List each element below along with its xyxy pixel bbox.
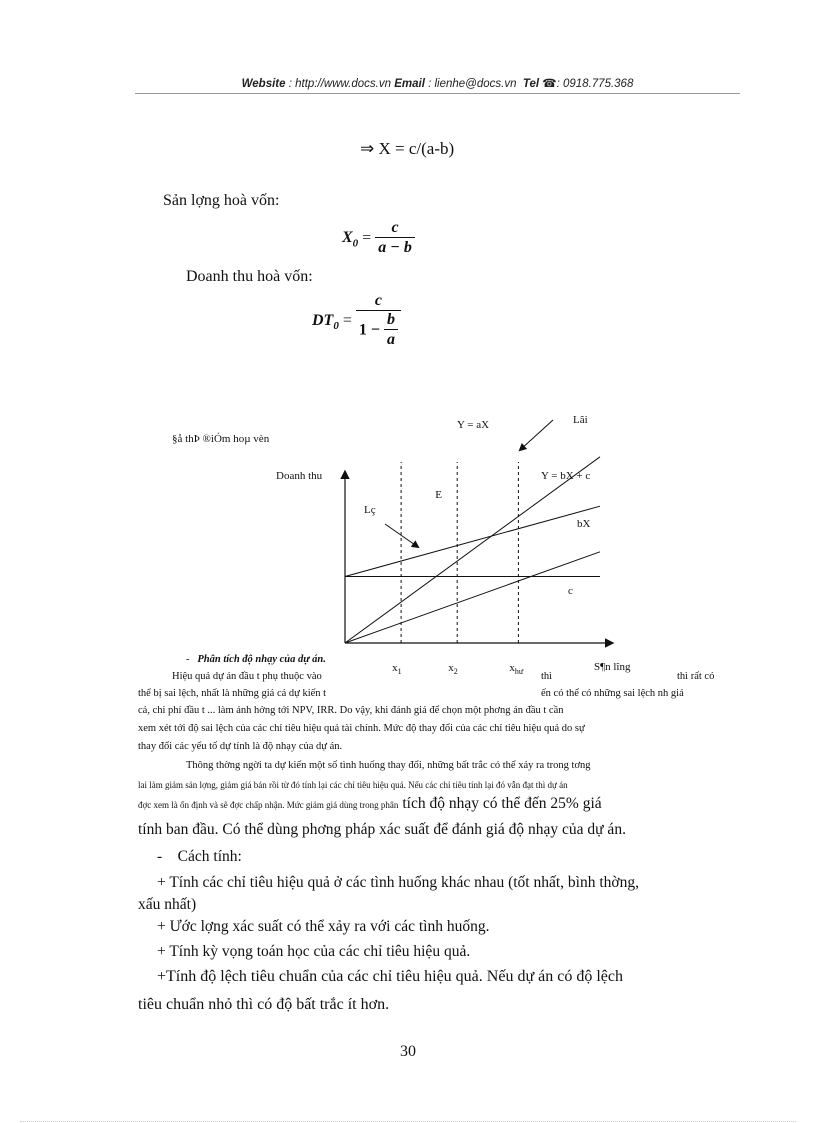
x-marker-label-3: $x_{hư}$ (509, 662, 524, 676)
p2-line2: lai làm giảm sản lợng, giảm giá bán rồi từ đó tính lại các chỉ tiêu hiệu quả. Nếu các chỉ tiêu tính lại đó vẫn đạt thì dự án (138, 780, 568, 790)
bottom-divider (20, 1121, 796, 1122)
method-dash: - (157, 848, 163, 865)
point-label-e: E (435, 489, 442, 501)
p1-line4: xem xét tới độ sai lệch của các chỉ tiêu hiệu quả tài chính. Mức độ thay đổi của các chỉ tiêu hiệu quả do sự (138, 723, 585, 734)
x0-denominator: a − b (378, 239, 412, 256)
series-label-c: c (568, 585, 573, 597)
loss-label: Lç (364, 504, 376, 516)
step4-line1: +Tính độ lệch tiêu chuẩn của các chỉ tiêu hiệu quả. Nếu dự án có độ lệch (157, 968, 623, 985)
chart-title: §å thÞ ®iÓm hoµ vèn (172, 433, 270, 445)
p1-line1a: Hiệu quả dự án đầu t phụ thuộc vào (172, 671, 322, 682)
step1-line1: + Tính các chỉ tiêu hiệu quả ở các tình huống khác nhau (tốt nhất, bình thờng, (157, 874, 639, 891)
breakeven-qty-label: Sản lợng hoà vốn: (163, 192, 280, 209)
dt0-inner-den: a (386, 331, 395, 348)
tel-label: Tel (522, 78, 540, 90)
page-header: Website : http://www.docs.vn Email : lienhe@docs.vn Tel ☎: 0918.775.368 (135, 76, 740, 94)
profit-label: Lãi (573, 414, 588, 426)
dt0-formula: $DT_0$ = c 1 − $\frac{b}{a}$ (312, 292, 401, 350)
y-axis-label: Doanh thu (276, 470, 323, 482)
phone-icon: ☎ (542, 78, 557, 90)
x0-sub: 0 (352, 237, 359, 250)
dt0-inner-num: b (384, 311, 398, 330)
dt0-sub: 0 (333, 319, 339, 332)
dt0-lhs: DT (312, 312, 334, 329)
p2-line3-small: đợc xem là ổn định và sẽ đợc chấp nhận. Mức giảm giá dùng trong phân (138, 800, 399, 810)
p2-line3-big: tích độ nhạy có thể đến 25% giá (402, 795, 602, 812)
implies-arrow-icon: ⇒ (360, 139, 375, 158)
series-label-bx: bX (577, 518, 591, 530)
section-title: Phân tích độ nhạy của dự án. (197, 654, 326, 665)
x-equation-text: X = c/(a-b) (378, 139, 455, 158)
x0-numerator: c (375, 219, 415, 238)
tel-value: 0918.775.368 (563, 78, 634, 90)
series-line-y-ax (345, 457, 600, 643)
website-label: Website (241, 78, 286, 90)
p1-line5: thay đổi các yếu tố dự tính là độ nhạy của dự án. (138, 741, 343, 752)
x-axis-label: S¶n lîng (594, 661, 631, 673)
p1-line1b: thì (541, 671, 553, 682)
p1-line1c: thì rất có (677, 671, 715, 682)
series-label-y-ax: Y = aX (457, 419, 490, 431)
website-link[interactable]: http://www.docs.vn (295, 78, 391, 90)
step1-line2: xấu nhất) (138, 896, 197, 913)
method-heading (157, 848, 242, 866)
x-marker-label-2: $x_2$ (448, 662, 458, 676)
step3: + Tính kỳ vọng toán học của các chỉ tiêu hiệu quả. (157, 943, 471, 960)
dt0-den-one: 1 − (358, 321, 380, 339)
dt0-numerator: c (356, 292, 401, 311)
email-label: Email (394, 78, 425, 90)
x0-formula: $X_0$ = $\frac{c}{a - b}$ (342, 219, 415, 258)
x-marker-label-1: $x_1$ (392, 662, 402, 676)
revenue-label: Doanh thu hoà vốn: (186, 268, 313, 285)
email-link[interactable]: lienhe@docs.vn (434, 78, 517, 90)
p2-line1: Thông thờng ngời ta dự kiến một số tình huống thay đổi, những bất trắc có thể xảy ra trong tơng (186, 760, 591, 771)
step4-line2: tiêu chuẩn nhỏ thì có độ bất trắc ít hơn. (138, 996, 390, 1013)
p1-line3: cả, chi phí đầu t ... làm ảnh hởng tới NPV, IRR. Do vậy, khi đánh giá để chọn một phơng án đầu t cần (138, 705, 564, 716)
page-number: 30 (400, 1043, 416, 1060)
x0-lhs: X (342, 229, 353, 247)
profit-arrow (520, 420, 553, 450)
p2-line3 (138, 795, 602, 814)
method-title: Cách tính: (177, 848, 242, 865)
p2-line4: tính ban đầu. Có thể dùng phơng pháp xác suất để đánh giá độ nhạy của dự án. (138, 821, 626, 838)
section-dash: - (186, 654, 190, 665)
series-label-y-bx-c: Y = bX + c (541, 470, 591, 482)
p1-line2b: ến có thể có những sai lệch nh giá (541, 688, 684, 699)
step2: + Ước lợng xác suất có thể xảy ra với các tình huống. (157, 918, 490, 935)
p1-line2a: thể bị sai lệch, nhất là những giá cả dự kiến t (138, 688, 327, 699)
section-heading (186, 651, 326, 669)
